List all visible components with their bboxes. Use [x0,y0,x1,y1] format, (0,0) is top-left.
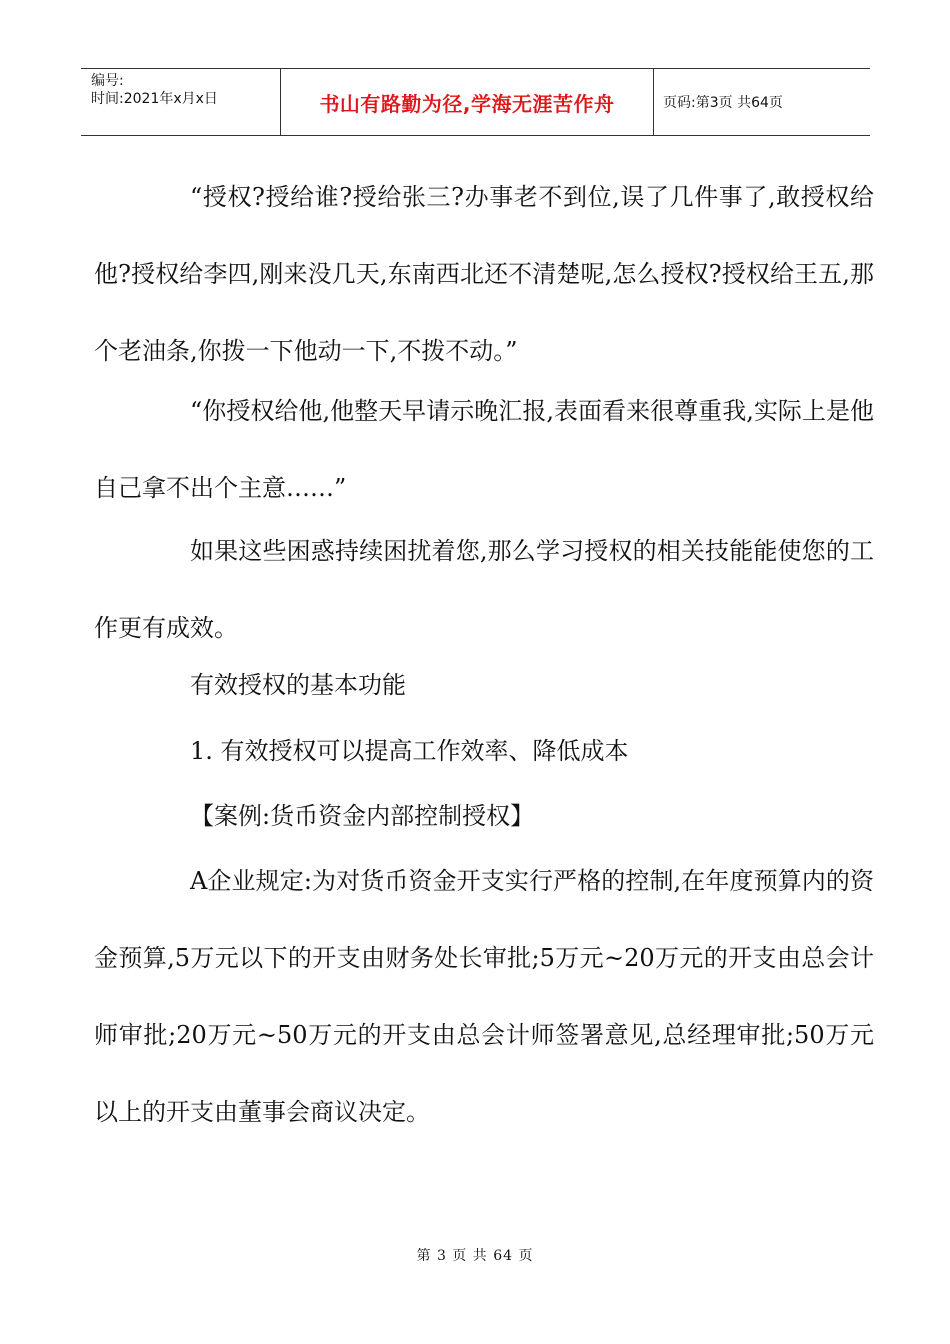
section-heading: 有效授权的基本功能 [190,671,406,699]
page-header [81,68,870,136]
document-number-label: 编号: [91,73,124,89]
page-footer: 第 3 页 共 64 页 [416,1248,534,1264]
header-meta [81,69,281,135]
document-date: 时间:2021年x月x日 [91,91,218,107]
header-motto: 书山有路勤为径,学海无涯苦作舟 [281,69,654,135]
paragraph-quote-2: “你授权给他,他整天早请示晚汇报,表面看来很尊重我,实际上是他自己拿不出个主意……” [94,397,874,502]
paragraph-case-body: A企业规定:为对货币资金开支实行严格的控制,在年度预算内的资金预算,5万元以下的开支由财务处长审批;5万元~20万元的开支由总会计师审批;20万元~50万元的开支由总会计师签署意见,总经理审批;50万元以上的开支由董事会商议决定。 [94,867,874,1126]
paragraph-intro: 如果这些困惑持续困扰着您,那么学习授权的相关技能能使您的工作更有成效。 [94,537,874,642]
paragraph-quote-1: “授权?授给谁?授给张三?办事老不到位,误了几件事了,敢授权给他?授权给李四,刚来没几天,东南西北还不清楚呢,怎么授权?授权给王五,那个老油条,你拨一下他动一下,不拨不动。” [94,183,874,365]
header-page-info: 页码:第3页 共64页 [663,95,783,111]
case-title: 【案例:货币资金内部控制授权】 [190,802,535,830]
list-item-1: 1. 有效授权可以提高工作效率、降低成本 [190,737,629,765]
